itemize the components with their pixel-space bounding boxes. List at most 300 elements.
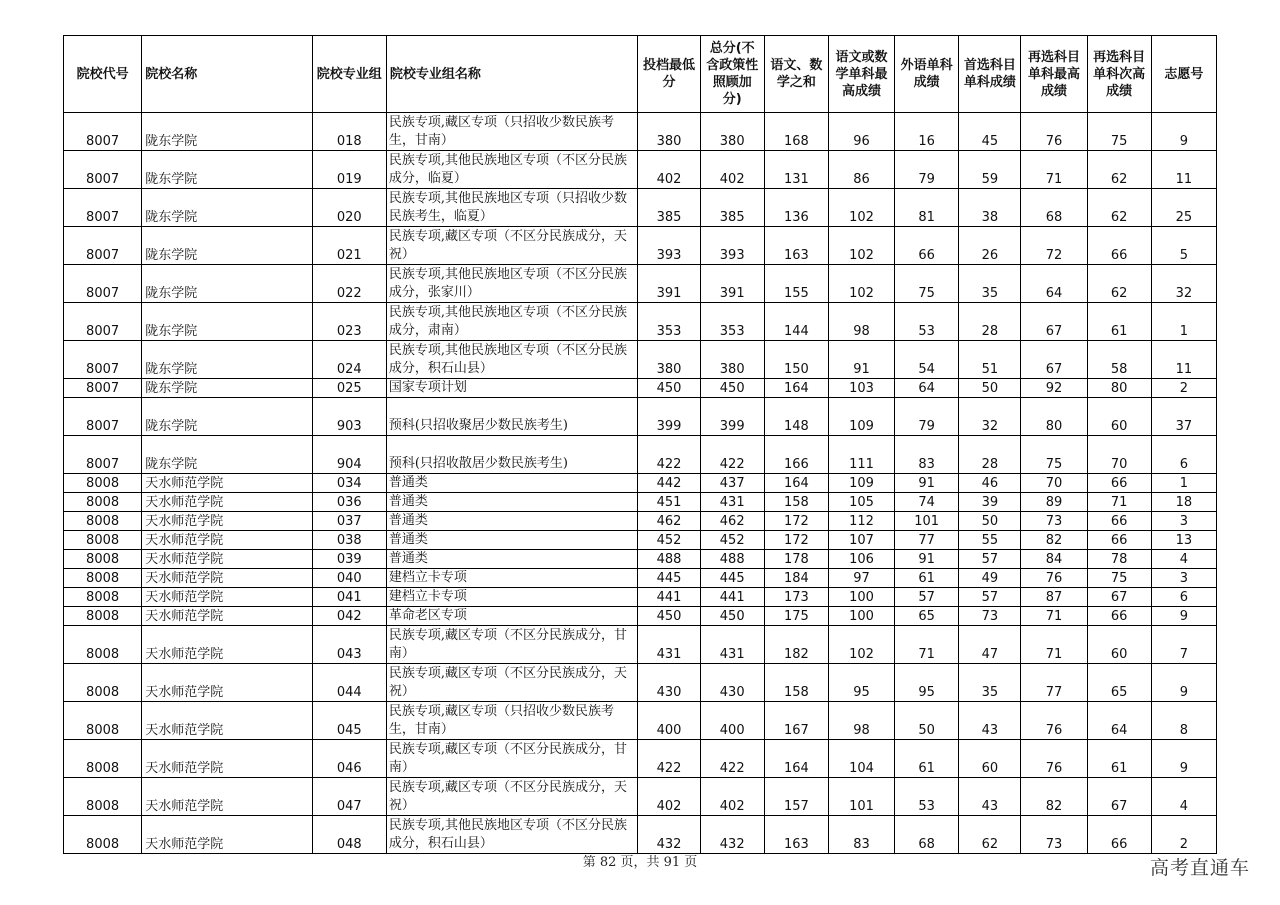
- cell-min-score: 450: [638, 607, 700, 626]
- cell-reselect-max: 72: [1021, 227, 1087, 265]
- cell-min-score: 402: [638, 151, 700, 189]
- cell-foreign-language: 71: [895, 626, 959, 664]
- cell-foreign-language: 101: [895, 512, 959, 531]
- cell-major-group-name: 预科(只招收散居少数民族考生): [386, 436, 638, 474]
- cell-first-subject: 51: [959, 341, 1021, 379]
- cell-foreign-language: 95: [895, 664, 959, 702]
- cell-reselect-second: 62: [1087, 151, 1151, 189]
- cell-wish-number: 9: [1151, 740, 1216, 778]
- cell-min-score: 380: [638, 341, 700, 379]
- cell-school-name: 天水师范学院: [142, 778, 312, 816]
- cell-foreign-language: 79: [895, 398, 959, 436]
- cell-school-name: 天水师范学院: [142, 474, 312, 493]
- cell-total-score: 402: [700, 778, 764, 816]
- cell-first-subject: 43: [959, 778, 1021, 816]
- cell-wish-number: 1: [1151, 474, 1216, 493]
- cell-major-group-name: 革命老区专项: [386, 607, 638, 626]
- cell-total-score: 380: [700, 113, 764, 151]
- cell-chinese-math-sum: 175: [764, 607, 828, 626]
- cell-school-code: 8008: [64, 588, 142, 607]
- cell-wish-number: 37: [1151, 398, 1216, 436]
- cell-first-subject: 57: [959, 550, 1021, 569]
- cell-wish-number: 5: [1151, 227, 1216, 265]
- header-foreign-language: 外语单科成绩: [895, 36, 959, 113]
- cell-reselect-max: 89: [1021, 493, 1087, 512]
- cell-school-name: 陇东学院: [142, 341, 312, 379]
- cell-wish-number: 4: [1151, 778, 1216, 816]
- cell-total-score: 462: [700, 512, 764, 531]
- header-min-score: 投档最低分: [638, 36, 700, 113]
- cell-school-code: 8007: [64, 189, 142, 227]
- cell-school-code: 8008: [64, 626, 142, 664]
- cell-reselect-second: 60: [1087, 398, 1151, 436]
- cell-school-name: 天水师范学院: [142, 569, 312, 588]
- cell-chinese-math-sum: 164: [764, 740, 828, 778]
- cell-foreign-language: 54: [895, 341, 959, 379]
- cell-school-name: 天水师范学院: [142, 664, 312, 702]
- cell-total-score: 437: [700, 474, 764, 493]
- cell-wish-number: 4: [1151, 550, 1216, 569]
- cell-major-group-name: 民族专项,藏区专项（不区分民族成分，天祝）: [386, 778, 638, 816]
- cell-school-name: 天水师范学院: [142, 531, 312, 550]
- cell-major-group: 037: [312, 512, 386, 531]
- cell-major-group: 048: [312, 816, 386, 854]
- cell-school-code: 8008: [64, 816, 142, 854]
- cell-min-score: 353: [638, 303, 700, 341]
- cell-major-group: 043: [312, 626, 386, 664]
- cell-wish-number: 32: [1151, 265, 1216, 303]
- watermark-logo: 高考直通车: [1149, 857, 1250, 879]
- cell-foreign-language: 91: [895, 474, 959, 493]
- cell-school-code: 8007: [64, 265, 142, 303]
- table-row: [64, 531, 1217, 550]
- cell-school-code: 8008: [64, 550, 142, 569]
- cell-chinese-or-math-max: 105: [828, 493, 894, 512]
- cell-major-group: 023: [312, 303, 386, 341]
- cell-reselect-second: 80: [1087, 379, 1151, 398]
- cell-chinese-or-math-max: 98: [828, 303, 894, 341]
- cell-chinese-math-sum: 148: [764, 398, 828, 436]
- cell-reselect-max: 82: [1021, 531, 1087, 550]
- cell-min-score: 488: [638, 550, 700, 569]
- cell-reselect-max: 80: [1021, 398, 1087, 436]
- cell-wish-number: 9: [1151, 113, 1216, 151]
- cell-major-group: 904: [312, 436, 386, 474]
- cell-min-score: 450: [638, 379, 700, 398]
- cell-school-code: 8008: [64, 607, 142, 626]
- cell-first-subject: 28: [959, 303, 1021, 341]
- cell-school-name: 天水师范学院: [142, 550, 312, 569]
- cell-total-score: 422: [700, 740, 764, 778]
- cell-foreign-language: 16: [895, 113, 959, 151]
- cell-major-group: 036: [312, 493, 386, 512]
- cell-major-group-name: 民族专项,藏区专项（只招收少数民族考生，甘南）: [386, 702, 638, 740]
- table-row: [64, 778, 1217, 816]
- cell-foreign-language: 91: [895, 550, 959, 569]
- cell-reselect-max: 64: [1021, 265, 1087, 303]
- header-major-group-name: 院校专业组名称: [386, 36, 638, 113]
- cell-school-name: 天水师范学院: [142, 607, 312, 626]
- cell-major-group: 046: [312, 740, 386, 778]
- cell-major-group: 034: [312, 474, 386, 493]
- cell-major-group: 025: [312, 379, 386, 398]
- cell-reselect-max: 76: [1021, 702, 1087, 740]
- cell-school-name: 陇东学院: [142, 265, 312, 303]
- cell-reselect-max: 76: [1021, 569, 1087, 588]
- cell-reselect-max: 73: [1021, 512, 1087, 531]
- cell-reselect-second: 70: [1087, 436, 1151, 474]
- cell-school-name: 陇东学院: [142, 227, 312, 265]
- cell-chinese-or-math-max: 111: [828, 436, 894, 474]
- cell-reselect-second: 75: [1087, 113, 1151, 151]
- cell-wish-number: 7: [1151, 626, 1216, 664]
- cell-school-name: 天水师范学院: [142, 493, 312, 512]
- cell-major-group: 038: [312, 531, 386, 550]
- cell-foreign-language: 50: [895, 702, 959, 740]
- table-row: [64, 740, 1217, 778]
- cell-chinese-math-sum: 157: [764, 778, 828, 816]
- cell-foreign-language: 66: [895, 227, 959, 265]
- cell-school-name: 陇东学院: [142, 151, 312, 189]
- cell-foreign-language: 61: [895, 569, 959, 588]
- cell-reselect-max: 76: [1021, 740, 1087, 778]
- cell-min-score: 462: [638, 512, 700, 531]
- cell-foreign-language: 83: [895, 436, 959, 474]
- cell-major-group-name: 民族专项,其他民族地区专项（不区分民族成分，积石山县）: [386, 816, 638, 854]
- cell-major-group-name: 普通类: [386, 550, 638, 569]
- cell-first-subject: 43: [959, 702, 1021, 740]
- cell-school-name: 天水师范学院: [142, 816, 312, 854]
- cell-school-name: 陇东学院: [142, 398, 312, 436]
- cell-reselect-max: 73: [1021, 816, 1087, 854]
- cell-school-name: 天水师范学院: [142, 626, 312, 664]
- cell-foreign-language: 61: [895, 740, 959, 778]
- cell-major-group-name: 民族专项,其他民族地区专项（不区分民族成分，张家川）: [386, 265, 638, 303]
- cell-chinese-or-math-max: 91: [828, 341, 894, 379]
- cell-foreign-language: 74: [895, 493, 959, 512]
- cell-wish-number: 1: [1151, 303, 1216, 341]
- cell-chinese-or-math-max: 100: [828, 588, 894, 607]
- cell-total-score: 380: [700, 341, 764, 379]
- cell-reselect-max: 71: [1021, 151, 1087, 189]
- cell-chinese-or-math-max: 102: [828, 626, 894, 664]
- cell-chinese-or-math-max: 100: [828, 607, 894, 626]
- cell-min-score: 422: [638, 740, 700, 778]
- table-row: [64, 664, 1217, 702]
- cell-school-name: 天水师范学院: [142, 512, 312, 531]
- cell-wish-number: 2: [1151, 379, 1216, 398]
- cell-chinese-math-sum: 150: [764, 341, 828, 379]
- cell-total-score: 391: [700, 265, 764, 303]
- table-row: [64, 702, 1217, 740]
- cell-chinese-or-math-max: 86: [828, 151, 894, 189]
- cell-min-score: 441: [638, 588, 700, 607]
- cell-chinese-math-sum: 184: [764, 569, 828, 588]
- cell-min-score: 380: [638, 113, 700, 151]
- cell-major-group-name: 民族专项,其他民族地区专项（只招收少数民族考生，临夏）: [386, 189, 638, 227]
- cell-school-code: 8008: [64, 531, 142, 550]
- cell-reselect-second: 67: [1087, 778, 1151, 816]
- header-first-subject: 首选科目单科成绩: [959, 36, 1021, 113]
- cell-min-score: 445: [638, 569, 700, 588]
- cell-reselect-max: 68: [1021, 189, 1087, 227]
- cell-school-code: 8008: [64, 474, 142, 493]
- cell-total-score: 385: [700, 189, 764, 227]
- cell-reselect-max: 70: [1021, 474, 1087, 493]
- cell-school-code: 8008: [64, 569, 142, 588]
- table-row: [64, 379, 1217, 398]
- cell-chinese-math-sum: 166: [764, 436, 828, 474]
- table-row: [64, 493, 1217, 512]
- admission-score-table: [63, 35, 1217, 854]
- cell-major-group-name: 民族专项,藏区专项（不区分民族成分，天祝）: [386, 227, 638, 265]
- header-school-code: 院校代号: [64, 36, 142, 113]
- cell-total-score: 422: [700, 436, 764, 474]
- cell-reselect-second: 71: [1087, 493, 1151, 512]
- cell-foreign-language: 53: [895, 778, 959, 816]
- cell-wish-number: 13: [1151, 531, 1216, 550]
- cell-reselect-second: 75: [1087, 569, 1151, 588]
- cell-school-code: 8007: [64, 113, 142, 151]
- cell-foreign-language: 53: [895, 303, 959, 341]
- cell-total-score: 402: [700, 151, 764, 189]
- cell-reselect-max: 71: [1021, 626, 1087, 664]
- cell-total-score: 450: [700, 379, 764, 398]
- cell-major-group-name: 民族专项,其他民族地区专项（不区分民族成分，积石山县）: [386, 341, 638, 379]
- cell-chinese-or-math-max: 109: [828, 474, 894, 493]
- cell-chinese-or-math-max: 95: [828, 664, 894, 702]
- cell-major-group-name: 建档立卡专项: [386, 569, 638, 588]
- cell-school-name: 天水师范学院: [142, 740, 312, 778]
- cell-reselect-second: 60: [1087, 626, 1151, 664]
- cell-chinese-or-math-max: 109: [828, 398, 894, 436]
- cell-major-group-name: 普通类: [386, 474, 638, 493]
- cell-reselect-second: 66: [1087, 227, 1151, 265]
- cell-chinese-or-math-max: 107: [828, 531, 894, 550]
- header-reselect-max: 再选科目单科最高成绩: [1021, 36, 1087, 113]
- cell-reselect-second: 66: [1087, 531, 1151, 550]
- cell-chinese-or-math-max: 103: [828, 379, 894, 398]
- cell-total-score: 441: [700, 588, 764, 607]
- cell-chinese-or-math-max: 97: [828, 569, 894, 588]
- cell-first-subject: 62: [959, 816, 1021, 854]
- cell-first-subject: 32: [959, 398, 1021, 436]
- cell-reselect-second: 66: [1087, 816, 1151, 854]
- cell-school-name: 天水师范学院: [142, 588, 312, 607]
- cell-foreign-language: 79: [895, 151, 959, 189]
- cell-total-score: 400: [700, 702, 764, 740]
- cell-reselect-second: 65: [1087, 664, 1151, 702]
- cell-school-code: 8008: [64, 702, 142, 740]
- cell-reselect-second: 64: [1087, 702, 1151, 740]
- cell-min-score: 442: [638, 474, 700, 493]
- cell-school-name: 陇东学院: [142, 379, 312, 398]
- cell-major-group-name: 民族专项,藏区专项（不区分民族成分，甘南）: [386, 626, 638, 664]
- cell-chinese-or-math-max: 104: [828, 740, 894, 778]
- cell-min-score: 402: [638, 778, 700, 816]
- cell-total-score: 445: [700, 569, 764, 588]
- cell-major-group: 024: [312, 341, 386, 379]
- page-number: 第 82 页，共 91 页: [582, 855, 698, 870]
- cell-major-group-name: 普通类: [386, 531, 638, 550]
- cell-chinese-or-math-max: 98: [828, 702, 894, 740]
- cell-reselect-second: 66: [1087, 607, 1151, 626]
- cell-reselect-max: 71: [1021, 607, 1087, 626]
- cell-first-subject: 55: [959, 531, 1021, 550]
- table-row: [64, 265, 1217, 303]
- cell-wish-number: 6: [1151, 436, 1216, 474]
- cell-chinese-or-math-max: 106: [828, 550, 894, 569]
- cell-school-code: 8007: [64, 436, 142, 474]
- cell-foreign-language: 65: [895, 607, 959, 626]
- cell-major-group-name: 民族专项,其他民族地区专项（不区分民族成分，临夏）: [386, 151, 638, 189]
- cell-foreign-language: 57: [895, 588, 959, 607]
- cell-total-score: 353: [700, 303, 764, 341]
- cell-reselect-second: 62: [1087, 265, 1151, 303]
- table-row: [64, 512, 1217, 531]
- cell-school-code: 8007: [64, 303, 142, 341]
- cell-reselect-max: 76: [1021, 113, 1087, 151]
- cell-foreign-language: 75: [895, 265, 959, 303]
- cell-reselect-second: 66: [1087, 512, 1151, 531]
- cell-min-score: 430: [638, 664, 700, 702]
- cell-wish-number: 9: [1151, 664, 1216, 702]
- cell-chinese-math-sum: 172: [764, 512, 828, 531]
- cell-first-subject: 35: [959, 265, 1021, 303]
- cell-chinese-math-sum: 163: [764, 816, 828, 854]
- header-reselect-second: 再选科目单科次高成绩: [1087, 36, 1151, 113]
- cell-major-group-name: 民族专项,藏区专项（只招收少数民族考生，甘南）: [386, 113, 638, 151]
- cell-min-score: 385: [638, 189, 700, 227]
- cell-major-group-name: 普通类: [386, 512, 638, 531]
- cell-wish-number: 25: [1151, 189, 1216, 227]
- cell-reselect-max: 84: [1021, 550, 1087, 569]
- cell-chinese-math-sum: 172: [764, 531, 828, 550]
- cell-min-score: 393: [638, 227, 700, 265]
- cell-school-name: 天水师范学院: [142, 702, 312, 740]
- cell-min-score: 422: [638, 436, 700, 474]
- cell-first-subject: 60: [959, 740, 1021, 778]
- cell-school-code: 8008: [64, 778, 142, 816]
- table-row: [64, 550, 1217, 569]
- cell-major-group: 020: [312, 189, 386, 227]
- cell-total-score: 431: [700, 493, 764, 512]
- table-row: [64, 474, 1217, 493]
- table-row: [64, 151, 1217, 189]
- cell-chinese-math-sum: 144: [764, 303, 828, 341]
- cell-major-group-name: 国家专项计划: [386, 379, 638, 398]
- cell-min-score: 452: [638, 531, 700, 550]
- cell-first-subject: 50: [959, 512, 1021, 531]
- cell-chinese-or-math-max: 102: [828, 227, 894, 265]
- cell-wish-number: 2: [1151, 816, 1216, 854]
- cell-major-group: 047: [312, 778, 386, 816]
- table-row: [64, 341, 1217, 379]
- cell-chinese-math-sum: 163: [764, 227, 828, 265]
- cell-wish-number: 11: [1151, 151, 1216, 189]
- cell-foreign-language: 77: [895, 531, 959, 550]
- cell-min-score: 399: [638, 398, 700, 436]
- cell-foreign-language: 81: [895, 189, 959, 227]
- cell-reselect-max: 67: [1021, 303, 1087, 341]
- cell-first-subject: 59: [959, 151, 1021, 189]
- table-row: [64, 189, 1217, 227]
- table-row: [64, 227, 1217, 265]
- cell-wish-number: 6: [1151, 588, 1216, 607]
- cell-chinese-or-math-max: 112: [828, 512, 894, 531]
- header-chinese-or-math-max: 语文或数学单科最高成绩: [828, 36, 894, 113]
- cell-chinese-math-sum: 168: [764, 113, 828, 151]
- cell-school-code: 8008: [64, 740, 142, 778]
- cell-first-subject: 38: [959, 189, 1021, 227]
- cell-min-score: 451: [638, 493, 700, 512]
- cell-first-subject: 28: [959, 436, 1021, 474]
- cell-total-score: 432: [700, 816, 764, 854]
- cell-first-subject: 47: [959, 626, 1021, 664]
- cell-reselect-second: 67: [1087, 588, 1151, 607]
- cell-major-group-name: 预科(只招收聚居少数民族考生): [386, 398, 638, 436]
- cell-school-name: 陇东学院: [142, 189, 312, 227]
- cell-first-subject: 57: [959, 588, 1021, 607]
- cell-chinese-or-math-max: 96: [828, 113, 894, 151]
- cell-chinese-or-math-max: 102: [828, 189, 894, 227]
- cell-chinese-math-sum: 173: [764, 588, 828, 607]
- cell-chinese-math-sum: 158: [764, 664, 828, 702]
- table-body: [64, 113, 1217, 854]
- cell-chinese-math-sum: 182: [764, 626, 828, 664]
- cell-major-group-name: 建档立卡专项: [386, 588, 638, 607]
- cell-major-group: 019: [312, 151, 386, 189]
- header-school-name: 院校名称: [142, 36, 312, 113]
- cell-first-subject: 49: [959, 569, 1021, 588]
- cell-major-group: 041: [312, 588, 386, 607]
- table-header-row: [64, 36, 1217, 113]
- cell-major-group: 040: [312, 569, 386, 588]
- cell-chinese-math-sum: 164: [764, 379, 828, 398]
- table-row: [64, 626, 1217, 664]
- cell-chinese-or-math-max: 83: [828, 816, 894, 854]
- table-row: [64, 436, 1217, 474]
- cell-min-score: 432: [638, 816, 700, 854]
- cell-wish-number: 9: [1151, 607, 1216, 626]
- cell-reselect-max: 87: [1021, 588, 1087, 607]
- cell-wish-number: 18: [1151, 493, 1216, 512]
- cell-foreign-language: 68: [895, 816, 959, 854]
- cell-reselect-second: 58: [1087, 341, 1151, 379]
- cell-wish-number: 3: [1151, 512, 1216, 531]
- cell-reselect-second: 66: [1087, 474, 1151, 493]
- header-wish-number: 志愿号: [1151, 36, 1216, 113]
- cell-school-code: 8008: [64, 493, 142, 512]
- cell-total-score: 452: [700, 531, 764, 550]
- cell-major-group: 044: [312, 664, 386, 702]
- table-row: [64, 588, 1217, 607]
- cell-wish-number: 11: [1151, 341, 1216, 379]
- cell-chinese-math-sum: 158: [764, 493, 828, 512]
- cell-first-subject: 45: [959, 113, 1021, 151]
- cell-major-group: 021: [312, 227, 386, 265]
- cell-min-score: 391: [638, 265, 700, 303]
- header-total-score: 总分(不含政策性照顾加分): [700, 36, 764, 113]
- cell-school-code: 8007: [64, 227, 142, 265]
- cell-school-code: 8007: [64, 151, 142, 189]
- cell-wish-number: 3: [1151, 569, 1216, 588]
- cell-major-group: 039: [312, 550, 386, 569]
- cell-major-group-name: 普通类: [386, 493, 638, 512]
- cell-chinese-math-sum: 155: [764, 265, 828, 303]
- cell-first-subject: 73: [959, 607, 1021, 626]
- cell-first-subject: 39: [959, 493, 1021, 512]
